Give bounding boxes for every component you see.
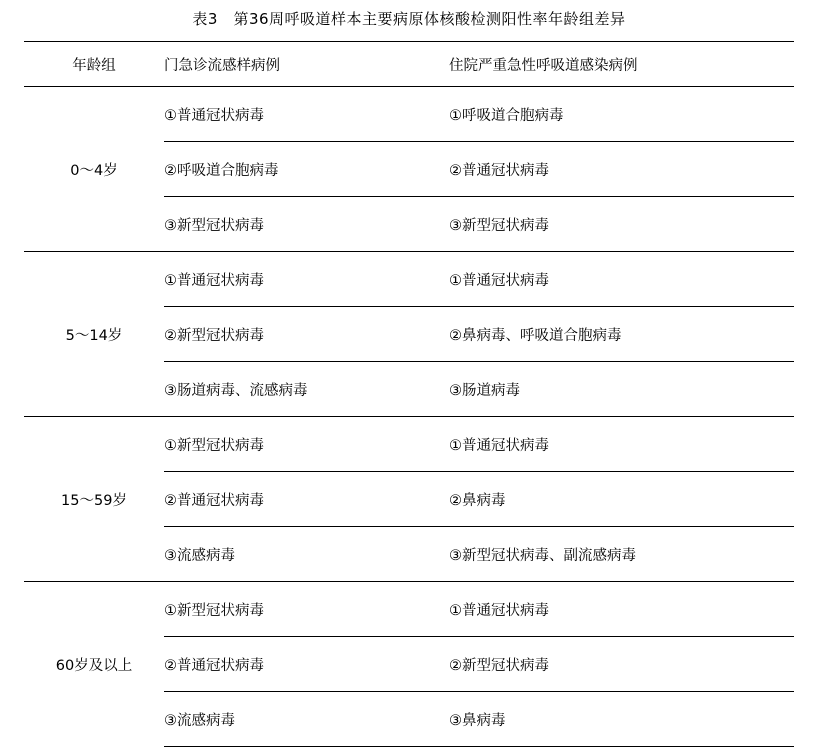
cell-outpatient: ②新型冠状病毒 <box>164 307 449 362</box>
column-header-outpatient: 门急诊流感样病例 <box>164 42 449 87</box>
table-header-row <box>24 42 794 87</box>
cell-inpatient: ①普通冠状病毒 <box>449 417 794 472</box>
cell-inpatient: ③鼻病毒 <box>449 692 794 747</box>
table-row <box>24 252 794 307</box>
cell-inpatient: ③肠道病毒 <box>449 362 794 417</box>
cell-outpatient: ①普通冠状病毒 <box>164 107 264 124</box>
cell-outpatient: ②普通冠状病毒 <box>164 637 449 692</box>
table-row <box>24 417 794 472</box>
cell-inpatient: ①呼吸道合胞病毒 <box>449 107 564 124</box>
cell-outpatient: ②呼吸道合胞病毒 <box>164 142 449 197</box>
cell-outpatient: ③流感病毒 <box>164 527 449 582</box>
cell-outpatient: ③流感病毒 <box>164 692 449 747</box>
cell-outpatient: ①普通冠状病毒 <box>164 252 449 307</box>
cell-inpatient: ②鼻病毒 <box>449 472 794 527</box>
cell-outpatient: ①新型冠状病毒 <box>164 417 449 472</box>
cell-outpatient: ②普通冠状病毒 <box>164 472 449 527</box>
age-group-label: 5～14岁 <box>24 252 164 417</box>
cell-inpatient: ①普通冠状病毒 <box>449 252 794 307</box>
table-row <box>24 87 794 142</box>
cell-inpatient: ①普通冠状病毒 <box>449 582 794 637</box>
age-group-label: 0～4岁 <box>70 162 118 179</box>
age-group-label: 60岁及以上 <box>24 582 164 747</box>
column-header-age: 年龄组 <box>24 42 164 87</box>
respiratory-pathogen-table <box>24 41 794 747</box>
table-title: 表3 第36周呼吸道样本主要病原体核酸检测阳性率年龄组差异 <box>192 10 626 28</box>
cell-outpatient: ①新型冠状病毒 <box>164 582 449 637</box>
cell-outpatient: ③新型冠状病毒 <box>164 197 449 252</box>
cell-inpatient: ②鼻病毒、呼吸道合胞病毒 <box>449 307 794 362</box>
cell-inpatient: ②新型冠状病毒 <box>449 637 794 692</box>
column-header-inpatient: 住院严重急性呼吸道感染病例 <box>449 42 794 87</box>
cell-inpatient: ③新型冠状病毒、副流感病毒 <box>449 527 794 582</box>
age-group-label: 15～59岁 <box>24 417 164 582</box>
table-row <box>24 582 794 637</box>
cell-outpatient: ③肠道病毒、流感病毒 <box>164 362 449 417</box>
cell-inpatient: ③新型冠状病毒 <box>449 197 794 252</box>
cell-inpatient: ②普通冠状病毒 <box>449 142 794 197</box>
